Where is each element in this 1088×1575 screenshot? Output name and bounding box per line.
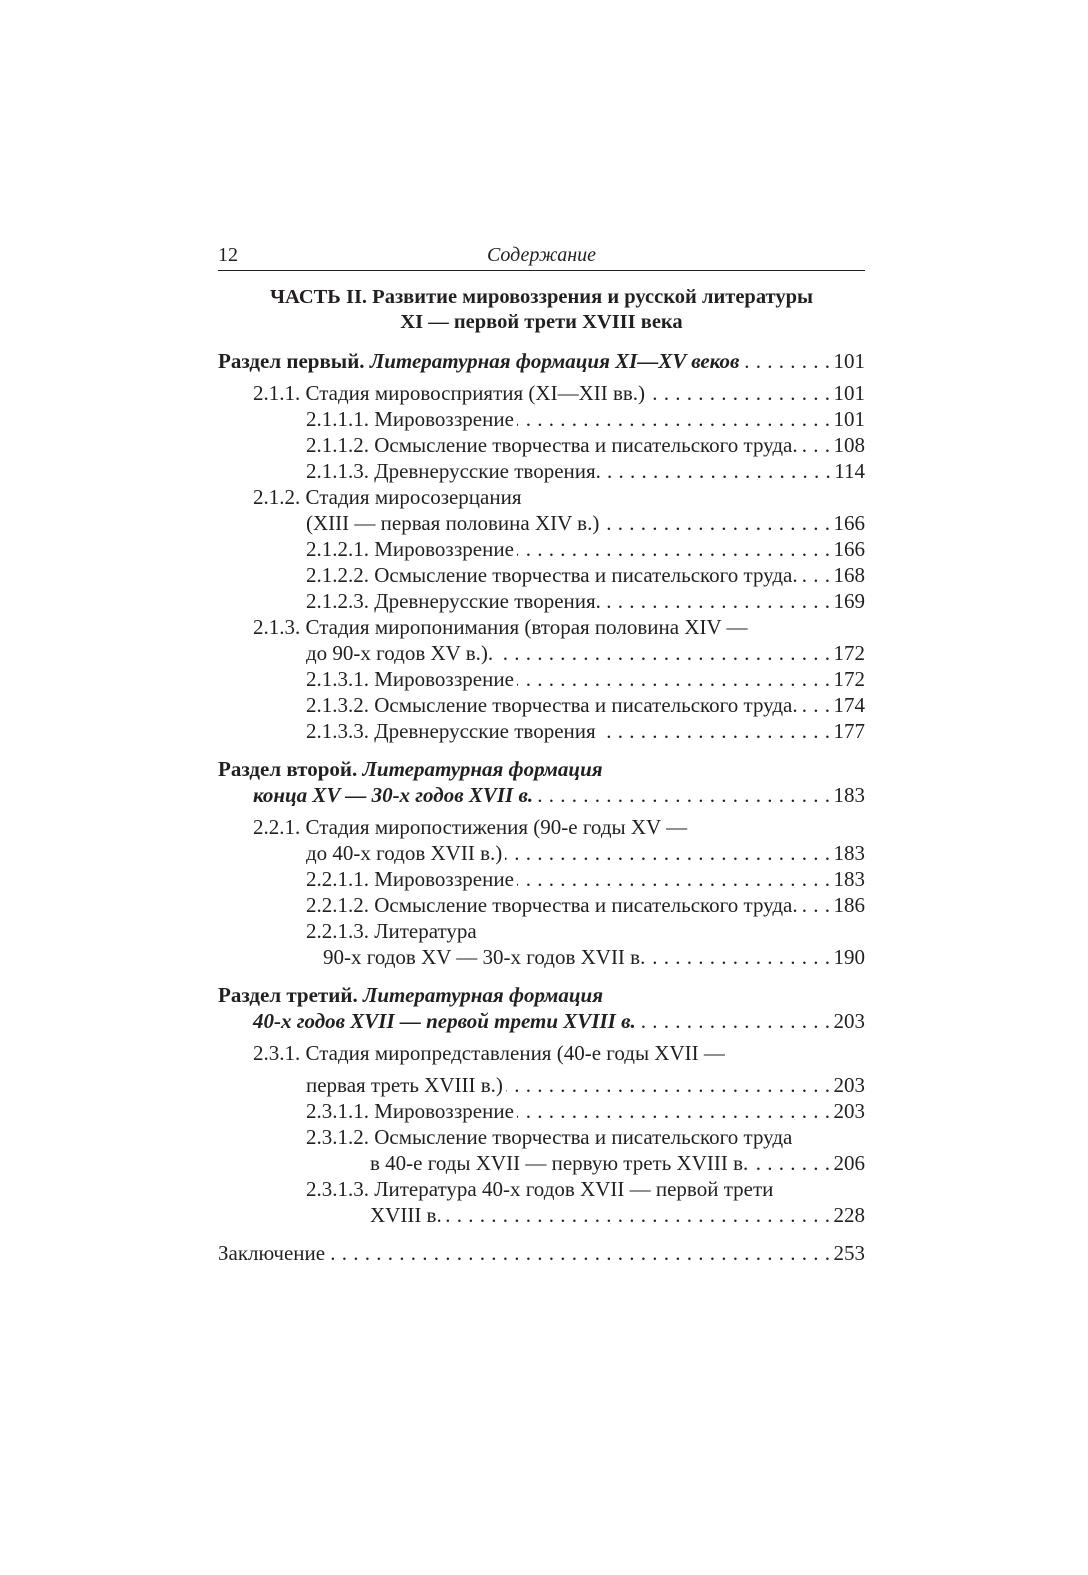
entry-title: 2.1.3.3. Древнерусские творения	[306, 719, 596, 743]
entry-title: 2.1.2.3. Древнерусские творения.	[306, 589, 601, 613]
section-title: Литературная формация	[357, 983, 604, 1007]
toc-line	[218, 1124, 865, 1150]
toc-label	[306, 432, 798, 458]
toc-line	[218, 432, 865, 458]
toc-label	[306, 562, 798, 588]
toc-line	[218, 892, 865, 918]
toc-line	[218, 666, 865, 692]
toc-label	[306, 536, 514, 562]
toc-line	[218, 1150, 865, 1176]
dot-leader	[599, 718, 831, 744]
page-ref: 203	[833, 1099, 865, 1123]
toc-label	[370, 1150, 748, 1176]
toc-entry	[218, 432, 865, 458]
toc-label	[306, 718, 596, 744]
toc-line	[218, 1040, 865, 1066]
page-ref: 172	[833, 641, 865, 665]
dot-leader	[801, 432, 831, 458]
page-ref: 172	[833, 667, 865, 691]
page-ref: 228	[833, 1203, 865, 1227]
section-label: Раздел первый.	[218, 349, 365, 373]
page-ref: 101	[833, 349, 865, 373]
entry-title: (XIII — первая половина XIV в.)	[306, 511, 600, 535]
toc-entry	[218, 380, 865, 406]
toc-label	[306, 1072, 503, 1098]
toc-line	[218, 640, 865, 666]
toc-label	[306, 588, 601, 614]
toc-entry	[218, 536, 865, 562]
toc-line	[218, 692, 865, 718]
toc-label	[253, 614, 748, 640]
toc-label	[253, 1008, 636, 1034]
toc-line	[218, 348, 865, 374]
entry-title: до 40-х годов XVII в.)	[306, 841, 503, 865]
page-ref: 108	[833, 433, 865, 457]
section-title: 40-х годов XVII — первой трети XVIII в.	[253, 1009, 636, 1033]
dot-leader	[648, 380, 830, 406]
toc-line	[218, 458, 865, 484]
entry-title: 2.2.1.3. Литература	[306, 919, 477, 943]
toc-entry	[218, 588, 865, 614]
dot-leader	[602, 510, 830, 536]
dot-leader	[505, 840, 830, 866]
page-ref: 203	[833, 1009, 865, 1033]
dot-leader	[648, 944, 830, 970]
page-ref: 168	[833, 563, 865, 587]
toc-entry	[218, 406, 865, 432]
toc-entry	[218, 1124, 865, 1176]
toc-entry	[218, 892, 865, 918]
toc-line	[218, 1202, 865, 1228]
page-ref: 177	[833, 719, 865, 743]
entry-title: в 40-е годы XVII — первую треть XVIII в.	[370, 1151, 749, 1175]
toc-label	[218, 756, 603, 782]
dot-leader	[801, 892, 831, 918]
toc-label	[253, 814, 687, 840]
toc-label	[306, 840, 502, 866]
entry-title: 2.2.1.2. Осмысление творчества и писательского труда.	[306, 893, 798, 917]
toc-entry	[218, 918, 865, 970]
page-ref: 166	[833, 537, 865, 561]
dot-leader	[506, 1072, 831, 1098]
toc-label	[253, 484, 522, 510]
toc-line	[218, 944, 865, 970]
part-title-line: ЧАСТЬ II. Развитие мировоззрения и русской литературы	[269, 286, 814, 308]
toc-label	[253, 1040, 725, 1066]
toc-entry	[218, 982, 865, 1034]
entry-title: 2.1.1.2. Осмысление творчества и писательского труда.	[306, 433, 798, 457]
toc-line	[218, 756, 865, 782]
dot-leader	[517, 406, 831, 432]
entry-title: 90-х годов XV — 30-х годов XVII в.	[323, 945, 646, 969]
dot-leader	[536, 782, 830, 808]
dot-leader	[445, 1202, 831, 1228]
toc-label	[306, 510, 599, 536]
entry-title: 2.1.2.2. Осмысление творчества и писательского труда.	[306, 563, 798, 587]
page-ref: 253	[833, 1241, 865, 1265]
toc-line	[218, 406, 865, 432]
dot-leader	[801, 562, 831, 588]
section-title: Литературная формация	[357, 757, 603, 781]
toc-label	[306, 1098, 514, 1124]
entry-title: 2.1.1.1. Мировоззрение	[306, 407, 514, 431]
page-ref: 114	[834, 459, 865, 483]
page-ref: 190	[833, 945, 865, 969]
dot-leader	[517, 536, 831, 562]
dot-leader	[328, 1240, 830, 1266]
toc-label	[253, 380, 645, 406]
toc-line	[218, 866, 865, 892]
toc-label	[306, 640, 493, 666]
dot-leader	[742, 348, 830, 374]
page	[218, 240, 865, 1266]
dot-leader	[604, 588, 831, 614]
toc-entry	[218, 666, 865, 692]
toc-label	[253, 782, 533, 808]
toc-label	[306, 918, 477, 944]
dot-leader	[496, 640, 830, 666]
toc-entry	[218, 1240, 865, 1266]
section-label: Раздел третий.	[218, 983, 358, 1007]
entry-title: 2.1.3.1. Мировоззрение	[306, 667, 514, 691]
page-ref: 101	[833, 407, 865, 431]
toc-line	[218, 1008, 865, 1034]
toc-line	[218, 782, 865, 808]
toc-line	[218, 918, 865, 944]
page-number: 12	[218, 244, 238, 266]
toc-entry	[218, 614, 865, 666]
entry-title: первая треть XVIII в.)	[306, 1073, 503, 1097]
page-ref: 183	[833, 867, 865, 891]
section-title: Литературная формация XI—XV веков	[364, 349, 740, 373]
toc-entry	[218, 1040, 865, 1098]
entry-title: 2.3.1.2. Осмысление творчества и писательского труда	[306, 1125, 793, 1149]
entry-title: 2.3.1. Стадия миропредставления (40-е годы XVII —	[253, 1041, 725, 1065]
toc-line	[218, 1072, 865, 1098]
toc-entry	[218, 814, 865, 866]
toc-label	[306, 406, 514, 432]
toc-line	[218, 562, 865, 588]
part-title-line: XI — первой трети XVIII века	[400, 311, 683, 333]
toc-line	[218, 536, 865, 562]
toc-entry	[218, 348, 865, 374]
table-of-contents	[218, 348, 865, 1266]
entry-title: 2.1.1.3. Древнерусские творения.	[306, 459, 601, 483]
toc-label	[218, 1240, 325, 1266]
entry-title: 2.2.1.1. Мировоззрение	[306, 867, 514, 891]
page-ref: 206	[833, 1151, 865, 1175]
toc-entry	[218, 692, 865, 718]
toc-label	[370, 1202, 442, 1228]
toc-label	[306, 1176, 773, 1202]
dot-leader	[517, 1098, 831, 1124]
entry-title: 2.2.1. Стадия миропостижения (90-е годы XV —	[253, 815, 688, 839]
toc-line	[218, 1098, 865, 1124]
toc-label	[306, 458, 601, 484]
toc-entry	[218, 1176, 865, 1228]
toc-entry	[218, 718, 865, 744]
toc-line	[218, 510, 865, 536]
toc-label	[306, 1124, 792, 1150]
dot-leader	[801, 692, 831, 718]
toc-label	[218, 348, 739, 374]
dot-leader	[517, 666, 831, 692]
toc-entry	[218, 458, 865, 484]
toc-label	[306, 866, 514, 892]
toc-line	[218, 982, 865, 1008]
toc-label	[306, 666, 514, 692]
running-header	[218, 240, 865, 271]
toc-label	[323, 944, 645, 970]
toc-entry	[218, 562, 865, 588]
page-ref: 101	[833, 381, 865, 405]
toc-line	[218, 718, 865, 744]
toc-entry	[218, 1098, 865, 1124]
toc-label	[306, 892, 798, 918]
part-title	[218, 285, 865, 335]
toc-line	[218, 614, 865, 640]
toc-entry	[218, 756, 865, 808]
dot-leader	[639, 1008, 831, 1034]
page-ref: 174	[833, 693, 865, 717]
toc-entry	[218, 484, 865, 536]
entry-title: 2.1.2. Стадия миросозерцания	[253, 485, 522, 509]
toc-line	[218, 814, 865, 840]
entry-title: до 90-х годов XV в.).	[306, 641, 494, 665]
toc-line	[218, 380, 865, 406]
page-ref: 183	[833, 841, 865, 865]
entry-title: 2.1.1. Стадия мировосприятия (XI—XII вв.)	[253, 381, 646, 405]
page-ref: 203	[833, 1073, 865, 1097]
section-label: Раздел второй.	[218, 757, 358, 781]
dot-leader	[604, 458, 831, 484]
page-ref: 169	[833, 589, 865, 613]
entry-title: 2.1.3. Стадия миропонимания (вторая половина XIV —	[253, 615, 748, 639]
toc-line	[218, 1240, 865, 1266]
running-title: Содержание	[486, 244, 597, 266]
toc-line	[218, 484, 865, 510]
dot-leader	[751, 1150, 830, 1176]
entry-title: 2.1.3.2. Осмысление творчества и писательского труда.	[306, 693, 798, 717]
toc-line	[218, 840, 865, 866]
toc-line	[218, 588, 865, 614]
page-ref: 186	[833, 893, 865, 917]
entry-title: Заключение	[218, 1241, 326, 1265]
entry-title: 2.1.2.1. Мировоззрение	[306, 537, 514, 561]
toc-label	[306, 692, 798, 718]
section-title: конца XV — 30-х годов XVII в.	[253, 783, 534, 807]
toc-line	[218, 1176, 865, 1202]
dot-leader	[517, 866, 831, 892]
entry-title: 2.3.1.1. Мировоззрение	[306, 1099, 514, 1123]
toc-label	[218, 982, 603, 1008]
page-ref: 183	[833, 783, 865, 807]
page-ref: 166	[833, 511, 865, 535]
entry-title: 2.3.1.3. Литература 40-х годов XVII — первой трети	[306, 1177, 774, 1201]
toc-entry	[218, 866, 865, 892]
entry-title: XVIII в.	[370, 1203, 442, 1227]
